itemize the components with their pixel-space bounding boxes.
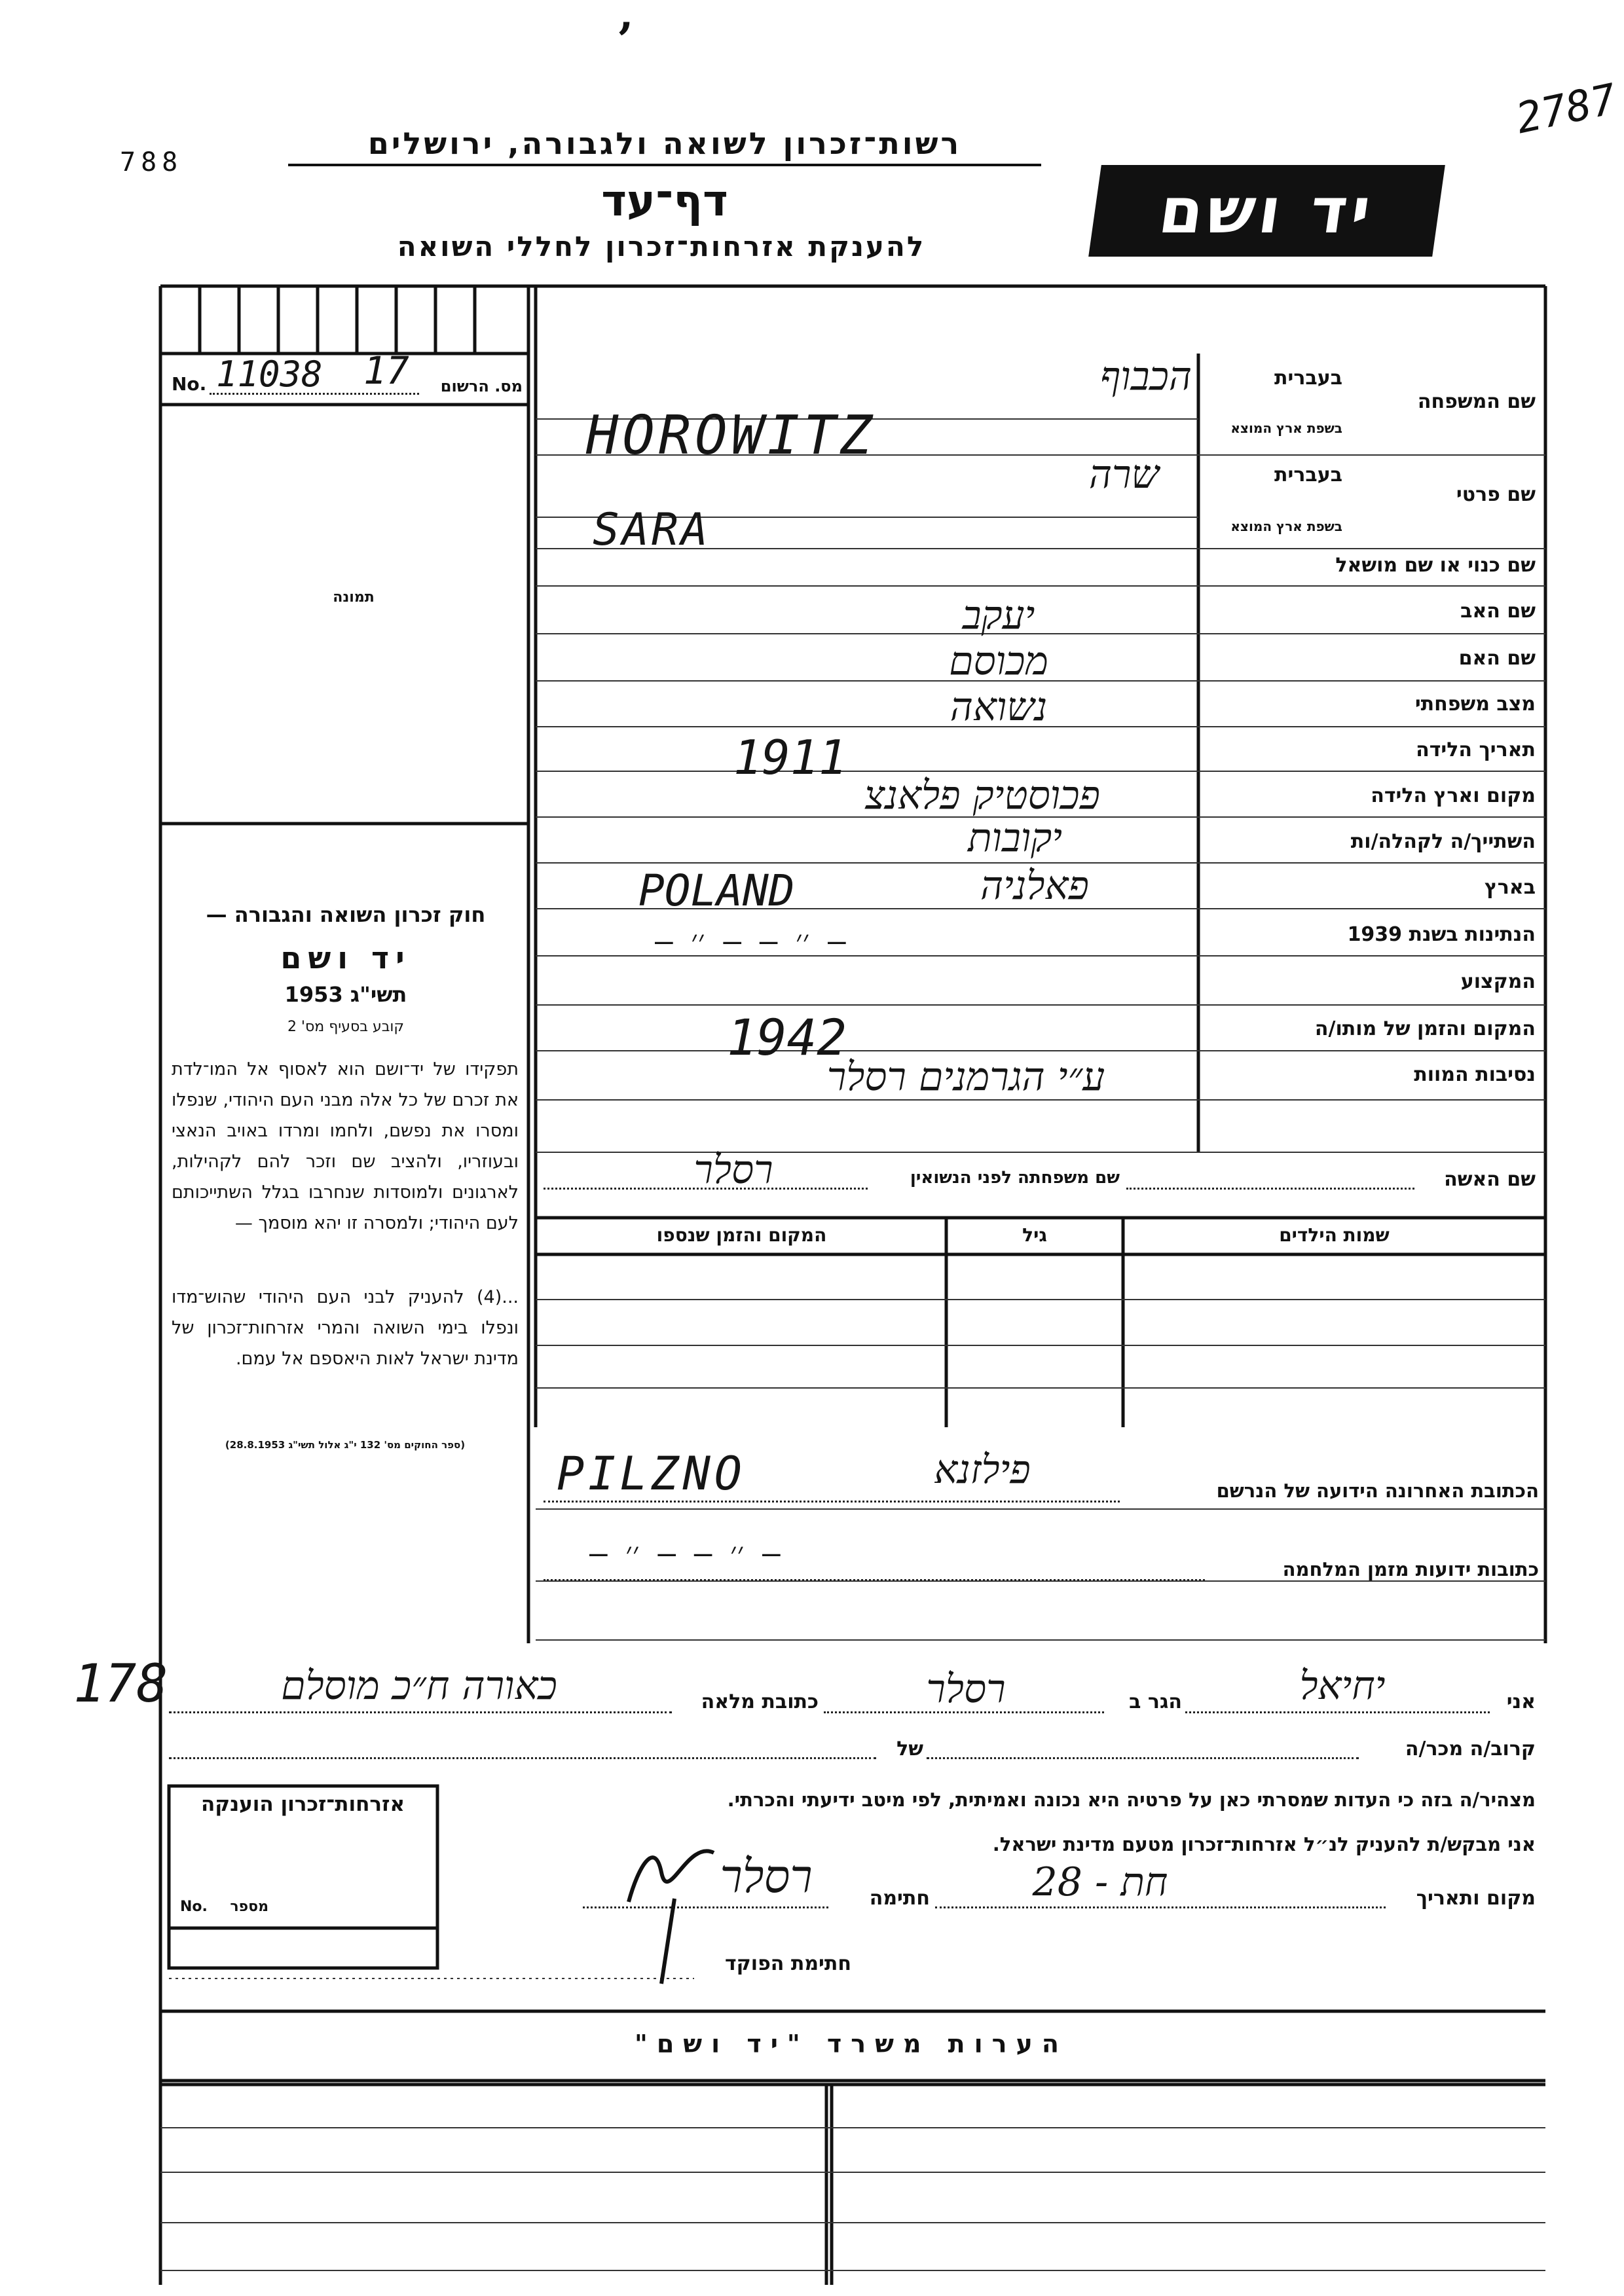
resides-value: רסלר: [926, 1666, 1006, 1712]
label-i: אני: [1506, 1690, 1536, 1713]
label-marital: מצב משפחתי: [1414, 693, 1536, 716]
family-name-hebrew: הכבוף: [1100, 354, 1192, 399]
label-of: של: [896, 1738, 923, 1760]
birth-place-value: פכוסטיק פלאנצ: [864, 773, 1100, 818]
spouse-value: רסלר: [693, 1147, 773, 1193]
law-citation: (ספר החוקים מס' 132 י"ג אלול תשי"ג 28.8.1953): [225, 1439, 466, 1451]
law-paragraph-1: תפקידו של יד־ושם הוא לאסוף אל המו־לדת את זכרם של כל אלה מבני העם היהודי, שנפלו ומסרו את נפשם, ולחמו ומרדו באויב הנאצי ובעוזריו, ולהציב שם וזכר להם לקהילות, לארגונים ולמוסדות שנחרבו בגלל השתייכותם לעם היהודי; ולמסרה זו יהא מוסמך —: [172, 1059, 519, 1233]
citizenship-value: — ׳׳ — — ׳׳ —: [655, 923, 846, 958]
children-header-names: שמות הילדים: [1279, 1224, 1390, 1246]
notes-title: הערות משרד "יד ושם": [635, 2030, 1068, 2058]
label-hebrew-1: בעברית: [1274, 367, 1342, 390]
law-name: יד ושם: [280, 940, 411, 975]
label-relative: קרוב/ה מכר/ה: [1405, 1738, 1536, 1760]
label-spouse: שם האשה: [1444, 1168, 1536, 1191]
photo-label: תמונה: [333, 589, 375, 606]
label-death-circumstances: נסיבות המוות: [1414, 1063, 1536, 1086]
left-number: 788: [120, 147, 183, 177]
declaration-text: מצהיר/ה בזה כי העדות שמסרתי כאן על פרטיה היא נכונה ואמיתית, לפי מיטב ידיעתי והכרתי.: [727, 1789, 1536, 1811]
award-box-title: אזרחות־זכרון הוענקה: [200, 1793, 405, 1816]
registration-label: מס. הרשום: [440, 377, 523, 395]
family-name-origin: HOROWITZ: [586, 405, 876, 467]
death-circumstances-value: ע״י הגרמנים רסלר: [826, 1054, 1105, 1100]
declarant-margin-number: 178: [73, 1653, 168, 1714]
last-address-hebrew: פילזנא: [934, 1447, 1031, 1493]
form-subtitle: להענקת אזרחות־זכרון לחללי השואה: [397, 230, 926, 263]
full-address-value: כאורה ח״כ מוסלם: [281, 1663, 557, 1709]
label-officer-signature: חתימת הפוקד: [725, 1952, 851, 1975]
label-hebrew-2: בעברית: [1274, 464, 1342, 486]
form-title: דף־עד: [601, 175, 728, 226]
award-box-no-label: No.: [180, 1899, 208, 1915]
label-country: בארץ: [1484, 876, 1536, 899]
authority-heading: רשות־זכרון לשואה ולגבורה, ירושלים: [288, 126, 1041, 166]
marital-value: נשואה: [950, 684, 1048, 730]
top-mark: ’: [617, 12, 634, 67]
birth-date-value: 1911: [733, 730, 847, 785]
first-name-hebrew: שרה: [1088, 452, 1159, 498]
registration-no-value: 11038: [216, 354, 323, 395]
label-origin-2: בשפת ארץ המוצא: [1230, 519, 1342, 534]
label-birth-date: תאריך הלידה: [1416, 738, 1536, 761]
place-date-value: 28 - חת: [1032, 1859, 1168, 1905]
label-spouse-maiden: שם משפחתה לפני הנשואין: [910, 1168, 1120, 1188]
country-hebrew: פאלניה: [980, 863, 1089, 909]
law-title: חוק זכרון השואה והגבורה —: [206, 902, 486, 927]
label-last-address: הכתובת האחרונה הידועה של הנרשם: [1216, 1480, 1539, 1502]
label-first-name: שם פרטי: [1456, 483, 1536, 506]
registration-no-suffix: 17: [363, 348, 409, 393]
label-signature: חתימה: [869, 1887, 930, 1910]
label-place-date: מקום ותאריך: [1416, 1887, 1536, 1910]
wartime-address-value: — ׳׳ — — ׳׳ —: [589, 1535, 781, 1571]
label-full-address: כתובת מלאה: [701, 1690, 819, 1713]
country-origin: POLAND: [638, 866, 795, 916]
signature-value: רסלר: [720, 1850, 813, 1903]
last-address-origin: PILZNO: [557, 1447, 746, 1501]
label-father: שם האב: [1460, 600, 1536, 623]
label-community: השתייך/ה לקהלה/ות: [1350, 830, 1536, 853]
label-citizenship: הנתינות בשנת 1939: [1347, 923, 1536, 946]
request-text: אני מבקש/ת להעניק לנ״ל אזרחות־זכרון מטעם מדינת ישראל.: [992, 1833, 1536, 1855]
label-nickname: שם כנוי או שם מושאל: [1335, 554, 1536, 577]
label-death-place-time: המקום והזמן של מותו/ה: [1314, 1017, 1536, 1040]
law-paragraph-2: ...(4) להעניק לבני העם היהודי שהוש־מדו ונפלו בימי השואה והמרי אזרחות־זכרון של מדינת ישראל לאות היאספם אל עמם.: [172, 1287, 519, 1369]
top-right-number: 2787: [1511, 75, 1621, 144]
label-birth-place: מקום וארץ הלידה: [1371, 784, 1536, 807]
declarant-name-value: יחיאל: [1299, 1663, 1386, 1709]
father-value: יעקב: [962, 592, 1035, 638]
award-box-no-he: מספר: [230, 1899, 268, 1915]
children-header-age: גיל: [1022, 1224, 1047, 1246]
label-mother: שם האם: [1458, 647, 1536, 670]
label-profession: המקצוע: [1460, 970, 1536, 993]
law-clause: קובע בסעיף מס' 2: [287, 1019, 405, 1035]
registration-no-label: No.: [172, 373, 207, 395]
law-year: תשי"ג 1953: [284, 982, 407, 1007]
children-header-place: המקום והזמן שנספו: [656, 1224, 827, 1246]
label-resides: הגר ב: [1129, 1690, 1182, 1713]
mother-value: מכוסם: [949, 638, 1048, 684]
label-wartime-address: כתובות ידועות מזמן המלחמה: [1282, 1558, 1539, 1580]
death-year-value: 1942: [727, 1008, 847, 1066]
community-value: יקובות: [967, 815, 1063, 861]
first-name-origin: SARA: [593, 504, 710, 556]
label-family-name: שם המשפחה: [1417, 390, 1536, 413]
logo-text: יד ושם: [1154, 174, 1379, 247]
label-origin-1: בשפת ארץ המוצא: [1230, 420, 1342, 436]
